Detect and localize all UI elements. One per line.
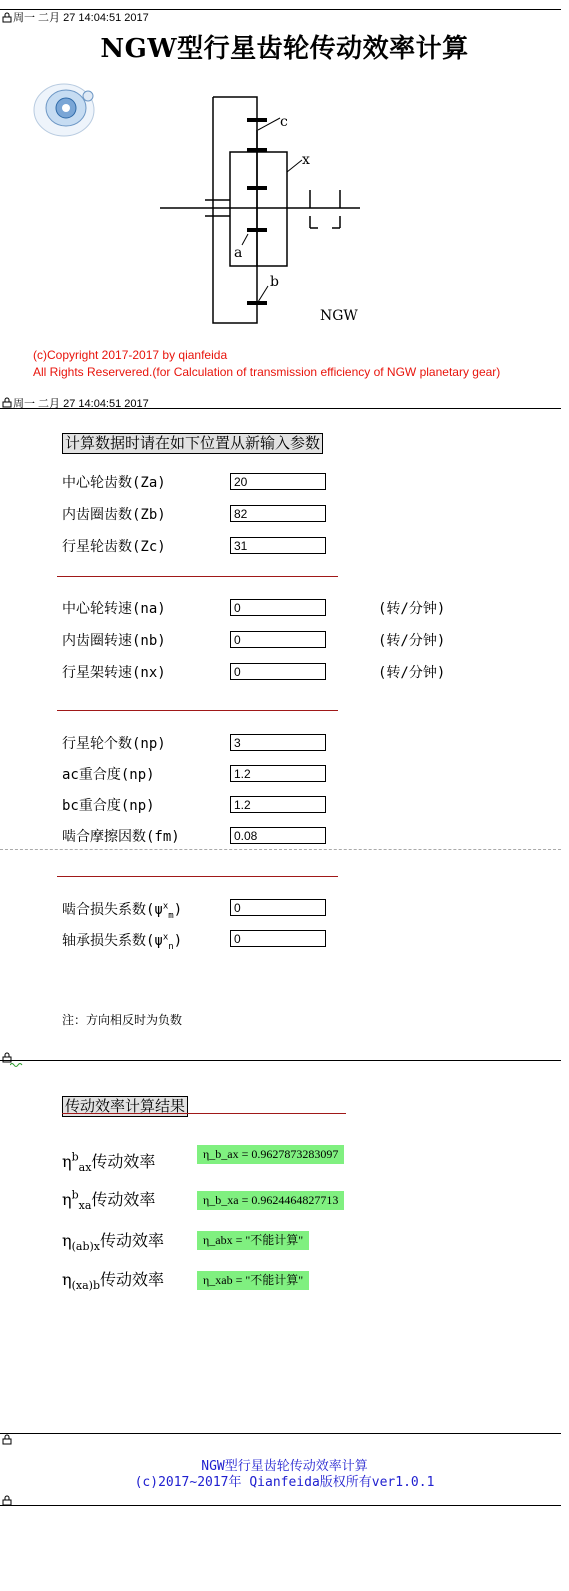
na-input[interactable]: 0 (230, 599, 326, 616)
zb-input[interactable]: 82 (230, 505, 326, 522)
na-unit: (转/分钟) (378, 601, 446, 617)
section-rule (57, 710, 338, 711)
footer-copyright: (c)2017~2017年 Qianfeida版权所有ver1.0.1 (134, 1475, 435, 1490)
footer-title: NGW型行星齿轮传动效率计算 (201, 1459, 368, 1474)
nx-unit: (转/分钟) (378, 665, 446, 681)
nb-input[interactable]: 0 (230, 631, 326, 648)
nx-input[interactable]: 0 (230, 663, 326, 680)
ac-overlap-label: ac重合度(np) (62, 767, 155, 783)
bc-overlap-input[interactable]: 1.2 (230, 796, 326, 813)
lock-icon (2, 1434, 12, 1445)
timestamp: 周一 二月 27 14:04:51 2017 (13, 398, 149, 410)
fm-label: 啮合摩擦因数(fm) (62, 829, 180, 845)
zb-label: 内齿圈齿数(Zb) (62, 507, 166, 523)
eta-abx-result: η_abx = "不能计算" (197, 1231, 309, 1250)
copyright-line-1: (c)Copyright 2017-2017 by qianfeida (33, 348, 228, 362)
label-b: b (270, 274, 279, 290)
za-input[interactable]: 20 (230, 473, 326, 490)
region-divider (0, 408, 561, 409)
fm-input[interactable]: 0.08 (230, 827, 326, 844)
copyright-line-2: All Rights Reservered.(for Calculation of transmission efficiency of NGW planetary gear) (33, 365, 501, 379)
zc-input[interactable]: 31 (230, 537, 326, 554)
eta-b-xa-label: $\eta^b_{xa}$传动效率 (62, 1188, 156, 1213)
label-ngw: NGW (320, 308, 358, 324)
nx-label: 行星架转速(nx) (62, 665, 166, 681)
eta-b-ax-result: η_b_ax = 0.9627873283097 (197, 1145, 344, 1164)
region-divider (0, 1505, 561, 1506)
lock-icon (2, 397, 12, 408)
section-rule (57, 576, 338, 577)
bearing-loss-label: 轴承损失系数$(\psi^x_n)$ (62, 932, 183, 952)
ngw-gear-diagram (150, 90, 370, 330)
eta-b-xa-result: η_b_xa = 0.9624464827713 (197, 1191, 344, 1210)
mesh-loss-input[interactable]: 0 (230, 899, 326, 916)
label-a: a (234, 245, 243, 261)
results-section-heading: 传动效率计算结果 (62, 1096, 188, 1117)
eta-abx-label: $\eta_{(ab)x}$传动效率 (62, 1231, 164, 1254)
mesh-loss-label: 啮合损失系数$(\psi^x_m)$ (62, 901, 183, 921)
np-input[interactable]: 3 (230, 734, 326, 751)
bc-overlap-label: bc重合度(np) (62, 798, 155, 814)
ac-overlap-input[interactable]: 1.2 (230, 765, 326, 782)
bearing-loss-input[interactable]: 0 (230, 930, 326, 947)
eta-xab-label: $\eta_{(xa)b}$传动效率 (62, 1270, 164, 1293)
label-c: c (280, 114, 288, 130)
zc-label: 行星轮齿数(Zc) (62, 539, 166, 555)
na-label: 中心轮转速(na) (62, 601, 166, 617)
region-divider (0, 1060, 561, 1061)
za-label: 中心轮齿数(Za) (62, 475, 166, 491)
section-rule (57, 876, 338, 877)
np-label: 行星轮个数(np) (62, 736, 166, 752)
region-divider (0, 9, 561, 10)
eta-xab-result: η_xab = "不能计算" (197, 1271, 309, 1290)
nb-label: 内齿圈转速(nb) (62, 633, 166, 649)
label-x: x (302, 152, 310, 168)
page-break-line (0, 849, 561, 850)
eta-b-ax-label: $\eta^b_{ax}$传动效率 (62, 1150, 156, 1175)
lock-icon (2, 12, 12, 23)
section-rule (62, 1113, 346, 1114)
timestamp: 周一 二月 27 14:04:51 2017 (13, 12, 149, 24)
input-section-heading: 计算数据时请在如下位置从新输入参数 (62, 433, 323, 454)
page-title: NGW型行星齿轮传动效率计算 (100, 34, 469, 64)
squiggle-icon (10, 1062, 24, 1068)
region-divider (0, 1433, 561, 1434)
nb-unit: (转/分钟) (378, 633, 446, 649)
gear-logo-icon (30, 78, 98, 138)
direction-note: 注：方向相反时为负数 (62, 1013, 183, 1027)
